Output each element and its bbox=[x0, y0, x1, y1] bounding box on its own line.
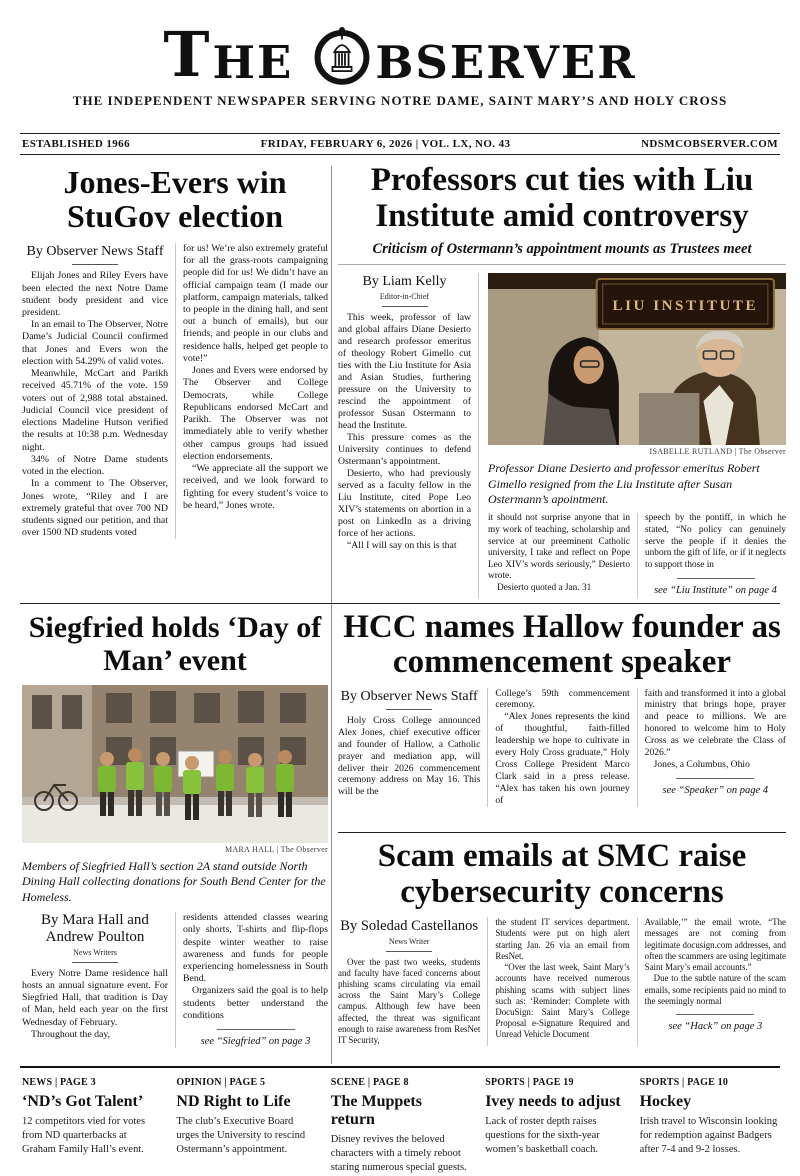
established-label: ESTABLISHED 1966 bbox=[22, 138, 130, 150]
paragraph: “Over the last week, Saint Mary’s accounts have received numerous phishing scams with subject lines such as: ‘Reminder: Complete with DocuSign: Saint Mary’s College Proposal e-Signature Required and Unread Vehicle Document bbox=[495, 962, 630, 1040]
paragraph: Desierto quoted a Jan. 31 bbox=[497, 582, 592, 593]
jump-rule bbox=[677, 578, 755, 579]
paragraph: “All I will say on this is that bbox=[347, 540, 457, 552]
stugov-byline: By Observer News Staff bbox=[22, 243, 168, 266]
scam-column-1 bbox=[338, 917, 487, 1046]
paragraph: Due to the subtle nature of the scam emails, some recipients paid no mind to the seemingly normal bbox=[644, 973, 786, 1006]
teaser-desc: Irish travel to Wisconsin looking for redemption against Badgers after 7-4 and 9-2 losses. bbox=[639, 1116, 778, 1155]
paragraph: This week, professor of law and global affairs Diane Desierto and research professor emeritus of theology Robert Gimello cut ties with the Liu Institute for Asia and Asian Studies, furthering pressure on the University to rescind the appointment of professor Susan Ostermann to head the Institute. bbox=[338, 311, 471, 431]
article-siegfried bbox=[22, 611, 328, 1063]
scam-column-2 bbox=[487, 917, 636, 1046]
paragraph: for us! We’re also extremely grateful for all the grass-roots campaigning people did for us! We didn’t have an official campaign team (I made our platform, campaign materials, talked to people in the dining hall, and sent out a bunch of emails), but our friends, and people in our clubs and residence halls, helped get people to vote!” bbox=[183, 242, 328, 364]
jump-rule bbox=[676, 778, 754, 779]
scam-col2-text bbox=[495, 917, 629, 1040]
teaser-desc: The club’s Executive Board urges the University to rescind Ostermann’s appointment. bbox=[176, 1116, 306, 1155]
teaser-title: The Muppets return bbox=[330, 1093, 422, 1128]
paragraph: Available,’” the email wrote. “The messages are not coming from legitimate docusign.com addresses, and often the scammers are using legitimate Saint Mary’s email accounts.” bbox=[644, 917, 786, 973]
byline-rule bbox=[72, 962, 118, 963]
paragraph: Meanwhile, McCart and Parikh received 45.71% of the vote. 159 voters out of 2,988 total abstained. Judicial Council vice president of elections Madeline Hutson verified the results at 10:38 p.m. Wednesday night. bbox=[22, 368, 168, 453]
byline-rule bbox=[382, 306, 428, 307]
hcc-column-1 bbox=[338, 688, 487, 807]
teaser-kicker: SCENE | PAGE 8 bbox=[330, 1077, 409, 1088]
scam-byline: By Soledad Castellanos News Writer bbox=[338, 917, 480, 951]
teaser-title: ND Right to Life bbox=[176, 1093, 291, 1110]
horizontal-divider bbox=[20, 603, 780, 604]
teaser-title: ‘ND’s Got Talent’ bbox=[22, 1093, 144, 1110]
teaser-news bbox=[22, 1077, 160, 1175]
hcc-byline: By Observer News Staff bbox=[338, 688, 480, 710]
article-liu-institute bbox=[338, 163, 786, 602]
info-bar bbox=[20, 133, 780, 155]
liu-institute-photo bbox=[488, 273, 786, 445]
byline-rule bbox=[72, 264, 118, 265]
siegfried-col1-text bbox=[22, 968, 168, 1041]
hcc-col2-text bbox=[495, 688, 629, 807]
siegfried-col2-text bbox=[183, 912, 328, 1022]
siegfried-byline: By Mara Hall and Andrew Poulton News Writers bbox=[22, 912, 168, 963]
website-label: NDSMCOBSERVER.COM bbox=[641, 138, 778, 150]
paragraph: the student IT services department. Students were put on high alert starting Jan. 26 via an email from ResNet. bbox=[495, 917, 630, 961]
teaser-bar bbox=[22, 1077, 778, 1175]
siegfried-jump-line: see “Siegfried” on page 3 bbox=[200, 1036, 311, 1048]
stugov-headline: Jones-Evers win StuGov election bbox=[63, 166, 287, 234]
scam-column-3 bbox=[637, 917, 786, 1046]
liu-col3-text bbox=[645, 513, 786, 571]
scam-jump-line: see “Hack” on page 3 bbox=[668, 1021, 763, 1032]
article-hcc-commencement bbox=[338, 610, 786, 831]
liu-photo-block bbox=[488, 273, 786, 597]
liu-jump-line: see “Liu Institute” on page 4 bbox=[654, 585, 777, 597]
masthead-letter-t: T bbox=[163, 18, 211, 91]
siegfried-headline: Siegfried holds ‘Day of Man’ event bbox=[28, 611, 322, 677]
teaser-kicker: SPORTS | PAGE 10 bbox=[639, 1077, 729, 1088]
stugov-column-1 bbox=[22, 243, 175, 540]
paragraph: This pressure comes as the University continues to defend Ostermann’s appointment. bbox=[338, 431, 471, 467]
teaser-kicker: NEWS | PAGE 3 bbox=[22, 1077, 96, 1088]
teaser-top-rule bbox=[20, 1066, 780, 1068]
horizontal-divider-right bbox=[338, 832, 786, 833]
paragraph: speech by the pontiff, in which he stated, “No policy can genuinely serve the people if it denies the unborn the gift of life, or if it neglects to support those in bbox=[645, 513, 786, 570]
liu-column-1 bbox=[338, 273, 479, 597]
stugov-col2-text bbox=[183, 243, 328, 512]
jump-rule bbox=[217, 1029, 295, 1030]
paragraph: Jones and Evers were endorsed by The Observer and College Democrats, while College Republicans endorsed McCart and Parikh. The Observer was not immediately able to verify whether other campus groups had issued election endorsements. bbox=[183, 365, 328, 462]
liu-subhead: Criticism of Ostermann’s appointment mounts as Trustees meet bbox=[338, 241, 786, 265]
vertical-divider bbox=[331, 166, 332, 1064]
teaser-scene bbox=[331, 1077, 469, 1175]
teaser-opinion bbox=[176, 1077, 314, 1175]
siegfried-column-1 bbox=[22, 912, 175, 1048]
paragraph: College’s 59th commencement ceremony. bbox=[495, 687, 630, 711]
liu-sign-text: LIU INSTITUTE bbox=[612, 298, 759, 315]
paragraph: “Alex Jones represents the kind of thoughtful, faith-filled leadership we hope to cultivate in every Holy Cross graduate,” Holy Cross College President Marco Clark said in a press release. “Alex has taken his own journey of bbox=[495, 711, 630, 806]
hcc-column-3 bbox=[637, 688, 786, 807]
hcc-col1-text bbox=[338, 715, 480, 798]
paragraph: Holy Cross College announced Alex Jones, chief executive officer and founder of Hallow, a Catholic prayer and mediation app, will deliver their 2026 commencement ceremony address on May 16. This will be the bbox=[338, 714, 481, 798]
siegfried-photo-credit: MARA HALL | The Observer bbox=[224, 845, 328, 854]
liu-photo-credit: ISABELLE RUTLAND | The Observer bbox=[649, 447, 786, 457]
scam-headline: Scam emails at SMC raise cybersecurity concerns bbox=[377, 839, 747, 910]
teaser-title: Ivey needs to adjust bbox=[485, 1093, 621, 1110]
teaser-desc: 12 competitors vied for votes from ND quarterbacks at Graham Family Hall’s event. bbox=[22, 1116, 146, 1155]
article-scam-emails bbox=[338, 839, 786, 1065]
byline-rule bbox=[386, 951, 432, 952]
golden-dome-icon bbox=[312, 24, 372, 86]
paragraph: Throughout the day, bbox=[31, 1028, 111, 1040]
teaser-sports-basketball bbox=[485, 1077, 623, 1175]
article-stugov-election bbox=[22, 166, 328, 602]
byline-rule bbox=[386, 709, 432, 710]
teaser-kicker: OPINION | PAGE 5 bbox=[176, 1077, 266, 1088]
hcc-headline: HCC names Hallow founder as commencement speaker bbox=[343, 610, 781, 681]
masthead bbox=[0, 18, 800, 109]
siegfried-photo-caption: Members of Siegfried Hall’s section 2A stand outside North Dining Hall collecting donations for South Bend Center for the Homeless. bbox=[22, 859, 326, 904]
paragraph: 34% of Notre Dame students voted in the election. bbox=[22, 453, 168, 478]
date-volume-label: FRIDAY, FEBRUARY 6, 2026 | VOL. LX, NO. 43 bbox=[260, 138, 511, 150]
paragraph: Elijah Jones and Riley Evers have been elected the next Notre Dame student body president and vice president. bbox=[22, 270, 168, 319]
masthead-letters-he: HE bbox=[212, 36, 294, 89]
jump-rule bbox=[676, 1014, 754, 1015]
paragraph: faith and transformed it into a global ministry that brings hope, prayer and peace to millions. We are honored to welcome him to Holy Cross as we celebrate the Class of 2026.” bbox=[644, 687, 786, 759]
teaser-desc: Lack of roster depth raises questions for the sixth-year women’s basketball coach. bbox=[485, 1116, 600, 1155]
paragraph: Desierto, who had previously served as a faculty fellow in the Liu Institute, cited Pope Leo XIV’s statements on abortion in a post on LinkedIn as a driving force of her actions. bbox=[338, 467, 471, 540]
paragraph: In an email to The Observer, Notre Dame’s Judicial Council confirmed that Jones and Evers won the election with 54.29% of valid votes. bbox=[22, 319, 168, 367]
teaser-title: Hockey bbox=[639, 1093, 692, 1110]
stugov-col1-text bbox=[22, 270, 168, 539]
teaser-sports-hockey bbox=[640, 1077, 778, 1175]
paragraph: In a comment to The Observer, Jones wrote, “Riley and I are extremely grateful that over 700 ND students signed our petition, and that over 1500 ND students voted bbox=[22, 478, 168, 539]
masthead-subtitle: THE INDEPENDENT NEWSPAPER SERVING NOTRE DAME, SAINT MARY’S AND HOLY CROSS bbox=[72, 93, 728, 108]
masthead-letters-bserver: BSERVER bbox=[375, 36, 637, 89]
stugov-column-2 bbox=[175, 243, 328, 540]
liu-headline: Professors cut ties with Liu Institute amid controversy bbox=[370, 163, 754, 234]
siegfried-photo bbox=[22, 685, 328, 843]
liu-photo-caption: Professor Diane Desierto and professor emeritus Robert Gimello resigned from the Liu Institute after Susan Ostermann’s apointment. bbox=[488, 461, 760, 506]
hcc-column-2 bbox=[487, 688, 636, 807]
liu-byline: By Liam Kelly Editor-in-Chief bbox=[338, 273, 471, 306]
liu-col2-text bbox=[488, 513, 630, 594]
siegfried-column-2 bbox=[175, 912, 328, 1048]
masthead-title bbox=[0, 18, 800, 91]
teaser-kicker: SPORTS | PAGE 19 bbox=[485, 1077, 574, 1088]
scam-col3-text bbox=[645, 917, 786, 1007]
hcc-col3-text bbox=[645, 688, 786, 771]
paragraph: Over the past two weeks, students and faculty have faced concerns about phishing scams circulating via email across the Saint Mary’s College campus. Although few have been affected, the threat was significant enough to raise awareness from ResNet IT Security, bbox=[338, 956, 481, 1046]
hcc-jump-line: see “Speaker” on page 4 bbox=[662, 784, 769, 796]
liu-column-2 bbox=[488, 513, 637, 597]
teaser-desc: Disney revives the beloved characters with a timely reboot staring numerous special guests. bbox=[330, 1134, 467, 1173]
scam-col1-text bbox=[338, 957, 480, 1047]
paragraph: Organizers said the goal is to help students better understand the conditions bbox=[183, 985, 328, 1021]
paragraph: Jones, a Columbus, Ohio bbox=[653, 758, 750, 770]
paragraph: Every Notre Dame residence hall hosts an annual signature event. For Siegfried Hall, that tradition is Day of Man, held each year on the first Wednesday of February. bbox=[22, 967, 168, 1028]
liu-col1-text bbox=[338, 312, 471, 553]
liu-column-3 bbox=[637, 513, 786, 597]
paragraph: residents attended classes wearing only shorts, T-shirts and flip-flops despite winter weather to raise awareness and funds for people experiencing homelessness in South Bend. bbox=[183, 912, 328, 985]
paragraph: “We appreciate all the support we received, and we look forward to fighting for every student’s voice to be heard,” Jones wrote. bbox=[183, 463, 328, 511]
paragraph: it should not surprise anyone that in my work of teaching, scholarship and service at our preeminent Catholic university, I take and reflect on Pope Leo XIV’s words seriously,” Desierto wrote. bbox=[488, 513, 630, 582]
